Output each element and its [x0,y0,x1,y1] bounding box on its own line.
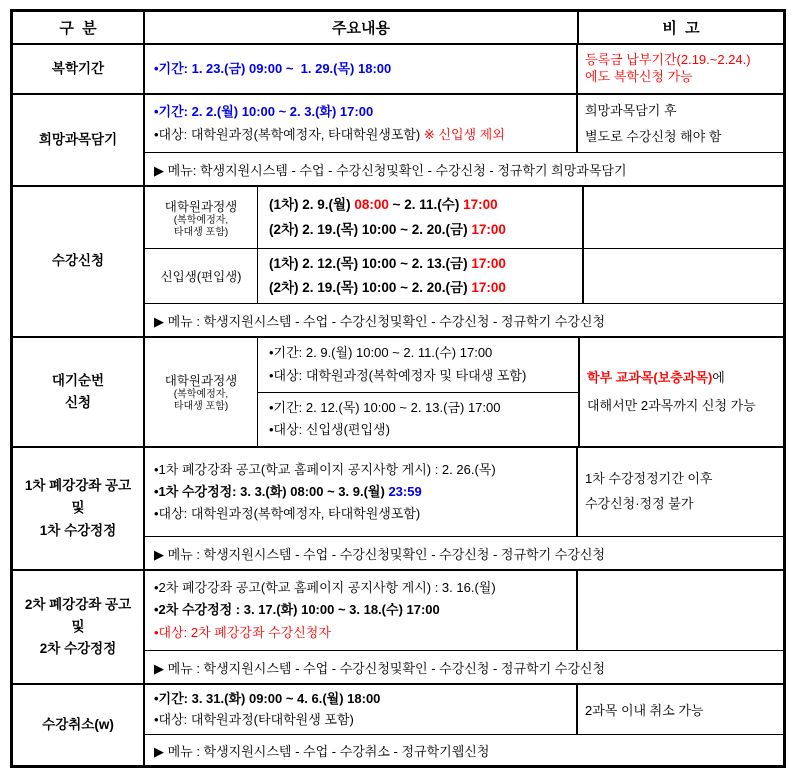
daegi-sub-rows [258,338,578,446]
row-sugang-right [145,187,783,336]
row-daegi-label [13,338,145,446]
row-label-line3: 2차 수강정정 [39,641,117,657]
row-fix1-right [145,448,783,569]
fix2-line1: •2차 폐강강좌 공고(학교 홈페이지 공지사항 게시) : 3. 16.(월) [154,580,496,596]
fix2-line2: •2차 수강정정 : 3. 17.(화) 10:00 ~ 3. 18.(수) 17:00 [154,602,440,618]
heemang-target-red: ※ 신입생 제외 [420,126,505,142]
row-fix2-right [145,571,783,683]
daegi-sub1 [258,338,578,393]
fix1-main [145,448,783,537]
heemang-note-line1: 희망과목담기 후 [585,102,677,118]
row-label-text: 복학기간 [51,60,105,76]
row-daegi-note [580,338,783,446]
row-heemang-label [13,95,145,185]
seg-red: 17:00 [471,221,506,237]
row-daegi [13,338,783,448]
sugang-grad-line2 [269,218,582,242]
sugang-grad-note-empty [584,187,783,248]
row-label-line2: 신청 [64,395,92,410]
row-sugang-label [13,187,145,336]
heemang-target-black: •대상: 대학원과정(복학예정자, 타대학원생포함) [154,126,421,142]
row-fix1 [13,448,783,571]
seg-red: 17:00 [471,280,506,295]
row-label-line2: 및 [71,500,85,516]
sugang-new-note-empty [584,249,783,303]
sublabel-small2: 타대생 포함) [173,226,229,238]
header-note: 비 고 [662,20,700,37]
sugang-grad-line1 [269,193,582,217]
seg: (2차) 2. 19.(목) 10:00 ~ 2. 20.(금) [269,280,472,295]
fix1-line2 [154,481,576,503]
daegi-sub2-period: •기간: 2. 12.(목) 10:00 ~ 2. 13.(금) 17:00 [269,399,501,415]
sugang-grad-row [145,187,783,249]
seg: (1차) 2. 9.(월) [269,197,355,213]
heemang-note-line2: 별도로 수강신청 해야 함 [585,128,722,144]
sugang-menu [145,304,783,336]
cancel-note-text: 2과목 이내 취소 가능 [585,703,704,718]
seg-red: 08:00 [354,197,389,213]
row-sugang [13,187,783,338]
daegi-sub1-target: •대상: 대학원과정(복학예정자 및 타대생 포함) [269,367,527,383]
bokhak-note-line2: 에도 복학신청 가능 [585,69,693,84]
row-label-text: 수강신청 [51,253,105,269]
fix1-note-line2: 수강신청·정정 불가 [585,496,694,511]
fix2-main [145,571,783,651]
heemang-note [578,95,783,152]
row-label-line1: 2차 폐강강좌 공고 [24,596,132,612]
daegi-note-line2: 대해서만 2과목까지 신청 가능 [587,398,756,413]
schedule-table [10,9,786,768]
fix2-note-empty [578,571,783,650]
heemang-main [145,95,783,153]
menu-path-text: ▶ 메뉴 : 학생지원시스템 - 수업 - 수강취소 - 정규학기웹신청 [154,743,490,759]
heemang-period: •기간: 2. 2.(월) 10:00 ~ 2. 3.(화) 17:00 [154,104,374,120]
cancel-target: •대상: 대학원과정(타대학원생 포함) [154,711,354,727]
fix1-line1: •1차 폐강강좌 공고(학교 홈페이지 공지사항 게시) : 2. 26.(목) [154,461,496,477]
cancel-period: •기간: 3. 31.(화) 09:00 ~ 4. 6.(월) 18:00 [154,690,381,706]
daegi-sub1-period: •기간: 2. 9.(월) 10:00 ~ 2. 11.(수) 17:00 [269,345,493,360]
row-bokhak-note [578,45,783,93]
sublabel-main: 대학원과정생 [164,199,238,214]
sugang-new-row [145,249,783,304]
sublabel-small2: 타대생 포함) [173,401,229,412]
header-content: 주요내용 [145,12,579,43]
sugang-grad-schedule [258,187,584,248]
seg-red-bold: 학부 교과목(보충과목) [587,370,713,386]
seg-bold: •1차 수강정정: 3. 3.(화) 08:00 ~ 3. 9.(월) [154,483,389,499]
heemang-menu [145,153,783,185]
daegi-note-line1 [587,364,779,392]
row-label-line2: 및 [71,618,85,634]
fix2-line3: •대상: 2차 폐강강좌 수강신청자 [154,624,331,640]
seg: 에 [712,370,725,386]
fix1-note [578,448,783,536]
daegi-sub2 [258,393,578,447]
menu-path-text: ▶ 메뉴 : 학생지원시스템 - 수업 - 수강신청및확인 - 수강신청 - 정규학기 수강신청 [154,660,606,676]
fix2-content [145,571,578,650]
sublabel-small1: (복학예정자, [173,214,229,226]
cancel-note [578,685,783,734]
seg: ~ 2. 11.(수) [388,197,464,213]
fix1-line3: •대상: 대학원과정(복학예정자, 타대학원생포함) [154,506,421,522]
row-fix2-label [13,571,145,683]
cancel-main [145,685,783,735]
fix1-note-line1: 1차 수강정정기간 이후 [585,471,713,487]
bokhak-period: •기간: 1. 23.(금) 09:00 ~ 1. 29.(목) 18:00 [154,60,392,76]
menu-path-text: ▶ 메뉴 : 학생지원시스템 - 수업 - 수강신청및확인 - 수강신청 - 정규학기 수강신청 [154,546,606,562]
sugang-new-line1 [269,252,582,276]
seg-blue: 23:59 [388,483,422,499]
row-label-line1: 1차 폐강강좌 공고 [24,478,132,494]
menu-path-text: ▶ 메뉴: 학생지원시스템 - 수업 - 수강신청및확인 - 수강신청 - 정규학기 희망과목담기 [154,162,627,178]
row-fix1-label [13,448,145,569]
row-label-text: 희망과목담기 [38,131,118,147]
row-label-line1: 대기순번 [51,372,105,388]
daegi-mid [145,338,580,446]
sugang-new-label [145,249,258,303]
row-cancel [13,685,783,765]
seg: (1차) 2. 12.(목) 10:00 ~ 2. 13.(금) [269,255,472,271]
row-label-line3: 1차 수강정정 [39,522,117,538]
bokhak-note-line1: 등록금 납부기간(2.19.~2.24.) [585,52,751,68]
menu-path-text: ▶ 메뉴 : 학생지원시스템 - 수업 - 수강신청및확인 - 수강신청 - 정규학기 수강신청 [154,313,606,329]
daegi-side-label [145,338,258,446]
sugang-new-line2 [269,276,582,300]
row-bokhak [13,45,783,95]
table-header-row [13,12,783,45]
fix2-menu [145,651,783,683]
cancel-menu [145,735,783,765]
heemang-content [145,95,578,152]
daegi-sub2-target: •대상: 신입생(편입생) [269,422,390,438]
sublabel-small1: (복학예정자, [173,389,229,400]
row-cancel-right [145,685,783,765]
header-category: 구 분 [13,12,145,43]
row-cancel-label [13,685,145,765]
seg: (2차) 2. 19.(목) 10:00 ~ 2. 20.(금) [269,221,472,237]
row-label-text: 수강취소(w) [42,716,114,732]
fix1-menu [145,537,783,569]
sublabel-main: 신입생(편입생) [160,270,242,284]
row-bokhak-content [145,45,578,93]
sugang-grad-label [145,187,258,248]
row-bokhak-label [13,45,145,93]
seg-red: 17:00 [471,255,506,271]
row-heemang [13,95,783,187]
seg-red: 17:00 [463,197,498,213]
sublabel-main: 대학원과정생 [164,374,238,388]
cancel-content [145,685,578,734]
heemang-target [154,124,576,146]
fix1-content [145,448,578,536]
sugang-new-schedule [258,249,584,303]
row-fix2 [13,571,783,685]
row-heemang-right [145,95,783,185]
